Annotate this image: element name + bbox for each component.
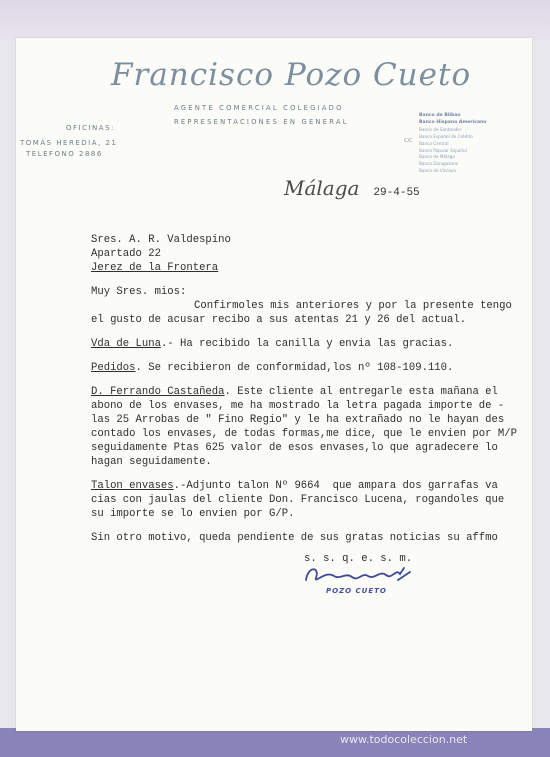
handwritten-signature [300, 560, 420, 590]
bank-item: Banco Zaragozano [419, 161, 459, 167]
office-phone: TELEFONO 2886 [26, 150, 103, 158]
bank-item: Banco Central [419, 140, 449, 146]
paragraph-1-line-1: Confirmoles mis anteriores y por la presente tengo [194, 300, 512, 312]
place-date [284, 176, 420, 200]
letterhead-subtitle-2: REPRESENTACIONES EN GENERAL [174, 118, 349, 126]
paragraph-3 [91, 362, 453, 374]
paragraph-2-heading: Vda de Luna [91, 338, 161, 350]
bank-item: Banco Español de Crédito [419, 133, 473, 139]
closing-formula: s. s. q. e. s. m. [304, 553, 413, 565]
paragraph-4-line-1 [91, 386, 498, 398]
paragraph-2 [91, 338, 453, 350]
letter-sheet [16, 38, 532, 731]
background-top [0, 0, 550, 40]
letter-date: 29-4-55 [373, 187, 420, 199]
signature-stamp: POZO CUETO [326, 587, 387, 595]
recipient-line-1: Sres. A. R. Valdespino [91, 234, 231, 246]
background-bottom-band [0, 728, 550, 757]
closing-sentence: Sin otro motivo, queda pendiente de sus gratas noticias su affmo [91, 532, 498, 544]
paragraph-5-text: .-Adjunto talon Nº 9664 que ampara dos garrafas va [173, 480, 498, 492]
office-label: OFICINAS: [66, 124, 115, 132]
bank-item: Banco Hispano Americano [419, 119, 487, 125]
paragraph-5-heading: Talon envases [91, 480, 174, 492]
letterhead-name: Francisco Pozo Cueto [111, 57, 472, 93]
paragraph-5-line-2: cias con jaulas del cliente Don. Francisco Lucena, rogandoles que [91, 494, 505, 506]
bank-item: Banco de Santander [419, 126, 462, 132]
paragraph-4-line-3: las 25 Arrobas de " Fino Regio" y le ha extrañado no le hayan des [91, 414, 505, 426]
paragraph-4-text: . Este cliente al entregarle esta mañana el [224, 386, 498, 398]
paragraph-4-line-4: contado los envases, de todas formas,me dice, que le envien por M/P [91, 428, 517, 440]
bank-item: Banco de Bilbao [419, 113, 461, 118]
paragraph-4-heading: D. Ferrando Castañeda [91, 386, 225, 398]
paragraph-3-heading: Pedidos [91, 362, 136, 374]
paragraph-5-line-3: su importe se lo envien por G/P. [91, 508, 295, 520]
watermark: www.todocoleccion.net [340, 733, 468, 746]
paragraph-3-text: . Se recibieron de conformidad,los nº 108-109.110. [135, 362, 454, 374]
banks-cc-label: C/C [404, 138, 413, 144]
recipient-line-2: Apartado 22 [91, 248, 161, 260]
city-name: Málaga [284, 176, 360, 200]
bank-item: Banco de Vizcaya [419, 168, 456, 174]
paragraph-4-line-5: seguidamente Ptas 625 valor de esos envases,lo que agradecere lo [91, 442, 498, 454]
recipient-line-3: Jerez de la Frontera [91, 262, 219, 274]
bank-item: Banco de Málaga [419, 154, 455, 160]
paragraph-4-line-6: hagan seguidamente. [91, 456, 212, 468]
paragraph-2-text: .- Ha recibido la canilla y envia las gracias. [160, 338, 454, 350]
paragraph-1-line-2: el gusto de acusar recibo a sus atentas 21 y 26 del actual. [91, 314, 467, 326]
salutation: Muy Sres. mios: [91, 286, 187, 298]
paragraph-5-line-1 [91, 480, 498, 492]
bank-list [419, 113, 529, 175]
office-street: TOMÁS HEREDIA, 21 [20, 139, 118, 147]
letterhead-subtitle-1: AGENTE COMERCIAL COLEGIADO [174, 104, 344, 112]
bank-item: Banco Popular Español [419, 147, 467, 153]
paragraph-4-line-2: abono de los envases, me ha mostrado la letra pagada importe de - [91, 400, 505, 412]
